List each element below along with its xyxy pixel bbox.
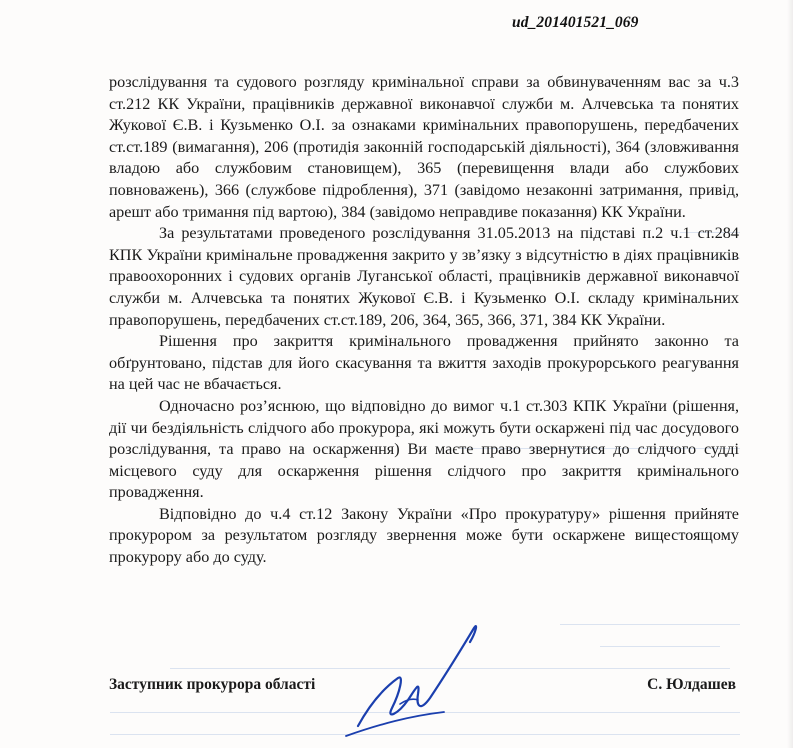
signatory-name: С. Юлдашев: [647, 676, 736, 693]
letter-body: [109, 72, 739, 569]
paragraph-prosecutor-law: Відповідно до ч.4 ст.12 Закону України «Про прокуратуру» рішення прийняте прокурором за результатом розгляду звернення може бути оскаржене вищестоящому прокурору або до суду.: [109, 504, 739, 567]
signatory-title: Заступник прокурора області: [109, 676, 316, 693]
paragraph-appeal-rights: Одночасно роз’яснюю, що відповідно до вимог ч.1 ст.303 КПК України (рішення, дії чи бездіяльність слідчого або прокурора, які можуть бути оскаржені під час досудового розслідування, та право на оскарження) Ви маєте право звернутися до слідчого судді місцевого суду для оскарження рішення слідчого про закриття кримінального провадження.: [109, 396, 739, 502]
bleed-through-line: [600, 646, 720, 647]
paragraph-investigation-result: За результатами проведеного розслідування 31.05.2013 на підставі п.2 ч.1 ст.284 КПК України кримінальне провадження закрито у зв’язку з відсутністю в діях працівників правоохоронних і судових органів Луганської області, працівників державної виконавчої служби м. Алчевська та понятих Жукової Є.В. і Кузьменко О.І. складу кримінальних правопорушень, передбачених ст.ст.189, 206, 364, 365, 366, 371, 384 КК України.: [109, 224, 739, 329]
bleed-through-line: [560, 624, 740, 625]
handwritten-signature: [340, 608, 500, 743]
paragraph-investigation-scope: розслідування та судового розгляду кримінальної справи за обвинуваченням вас за ч.3 ст.212 КК України, працівників державної виконавчої служби м. Алчевська та понятих Жукової Є.В. і Кузьменко О.І. за ознаками кримінальних правопорушень, передбачених ст.ст.189 (вимагання), 206 (протидія законній господарській діяльності), 364 (зловживання владою або службовим становищем), 365 (перевищення влади або службових повноважень), 366 (службове підроблення), 371 (завідомо незаконні затримання, привід, арешт або тримання під вартою), 384 (завідомо неправдиве показання) КК України.: [109, 73, 739, 221]
paragraph-decision-lawful: Рішення про закриття кримінального провадження прийнято законно та обґрунтовано, підстав для його скасування та вжиття заходів прокурорського реагування на цей час не вбачається.: [109, 332, 739, 394]
document-id: ud_201401521_069: [512, 14, 639, 31]
